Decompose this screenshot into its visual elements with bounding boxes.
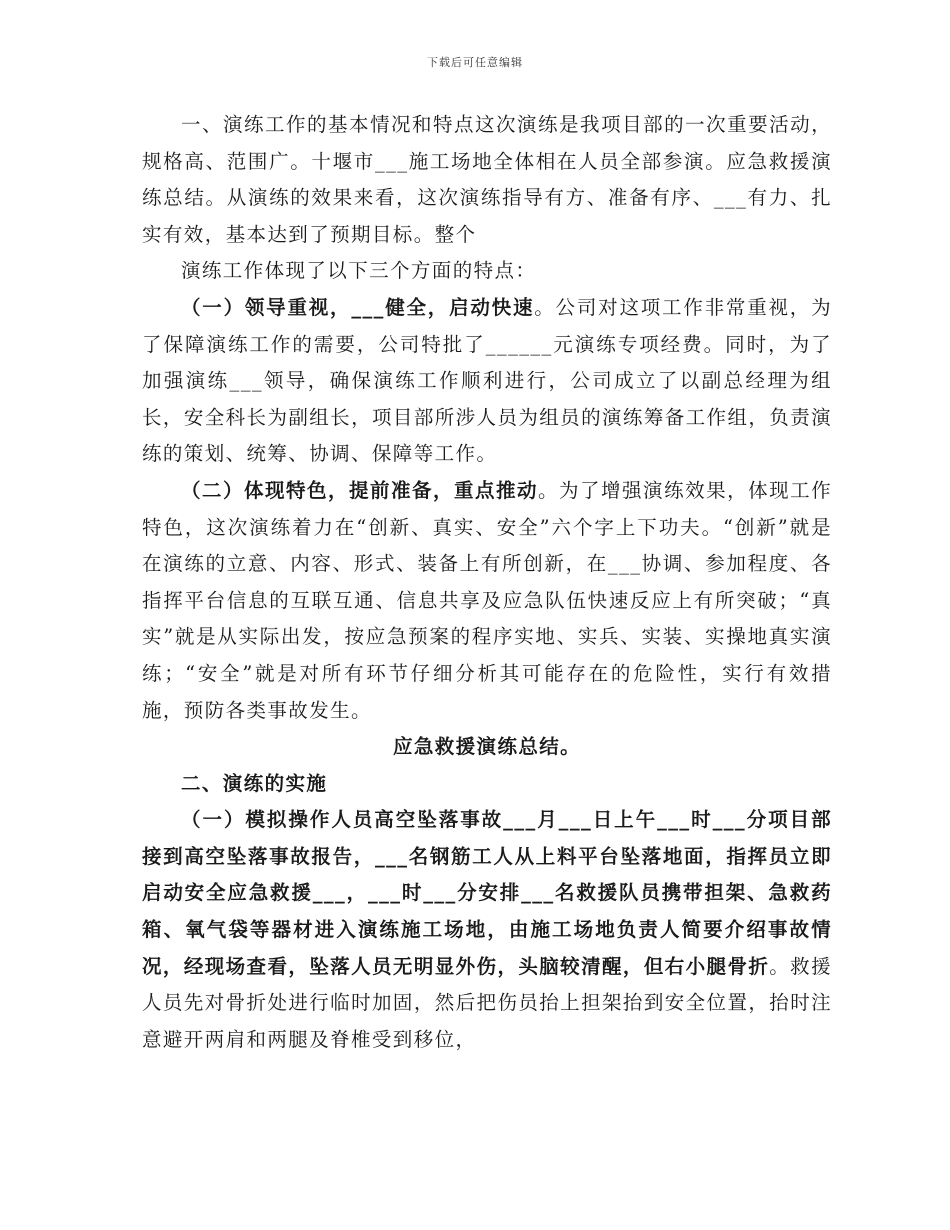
paragraph-characteristics-heading: （二）体现特色，提前准备，重点推动	[181, 478, 539, 502]
paragraph-features-intro: 演练工作体现了以下三个方面的特点：	[181, 259, 537, 283]
paragraph-fall-accident-body: 。救援人员先对骨折处进行临时加固，然后把伤员抬上担架抬到安全位置，抬时注意避开两肩和两腿及脊椎受到移位，	[142, 954, 832, 1051]
paragraph-leadership-body: 。公司对这项工作非常重视，为了保障演练工作的需要，公司特批了______元演练专项经费。同时，为了加强演练___领导，确保演练工作顺利进行，公司成立了以副总经理为组长，安全科长为副组长，项目部所涉人员为组员的演练筹备工作组，负责演练的策划、统筹、协调、保障等工作。	[142, 295, 832, 466]
page-header-note: 下载后可任意编辑	[427, 56, 523, 69]
document-body	[142, 107, 832, 1058]
section-two-title: 二、演练的实施	[181, 771, 328, 795]
paragraph-basic-situation: 一、演练工作的基本情况和特点这次演练是我项目部的一次重要活动，规格高、范围广。十堰市___施工场地全体相在人员全部参演。应急救援演练总结。从演练的效果来看，这次演练指导有方、准备有序、___有力、扎实有效，基本达到了预期目标。整个	[142, 113, 832, 246]
paragraph-fall-accident	[142, 802, 832, 1058]
paragraph-leadership-heading: （一）领导重视，___健全，启动快速	[181, 295, 535, 319]
paragraph-characteristics	[142, 473, 832, 729]
paragraph-leadership	[142, 290, 832, 473]
paragraph-characteristics-body: 。为了增强演练效果，体现工作特色，这次演练着力在“创新、真实、安全”六个字上下功夫。“创新”就是在演练的立意、内容、形式、装备上有所创新，在___协调、参加程度、各指挥平台信息的互联互通、信息共享及应急队伍快速反应上有所突破；“真实”就是从实际出发，按应急预案的程序实地、实兵、实装、实操地真实演练；“安全”就是对所有环节仔细分析其可能存在的危险性，实行有效措施，预防各类事故发生。	[142, 478, 832, 722]
centered-summary-title: 应急救援演练总结。	[392, 735, 582, 759]
paragraph-fall-accident-heading: （一）模拟操作人员高空坠落事故___月___日上午___时___分项目部接到高空坠落事故报告，___名钢筋工人从上料平台坠落地面，指挥员立即启动安全应急救援___，___时___分安排___名救援队员携带担架、急救药箱、氧气袋等器材进入演练施工场地，由施工场地负责人简要介绍事故情况，经现场查看，坠落人员无明显外伤，头脑较清醒，但右小腿骨折	[142, 808, 832, 978]
